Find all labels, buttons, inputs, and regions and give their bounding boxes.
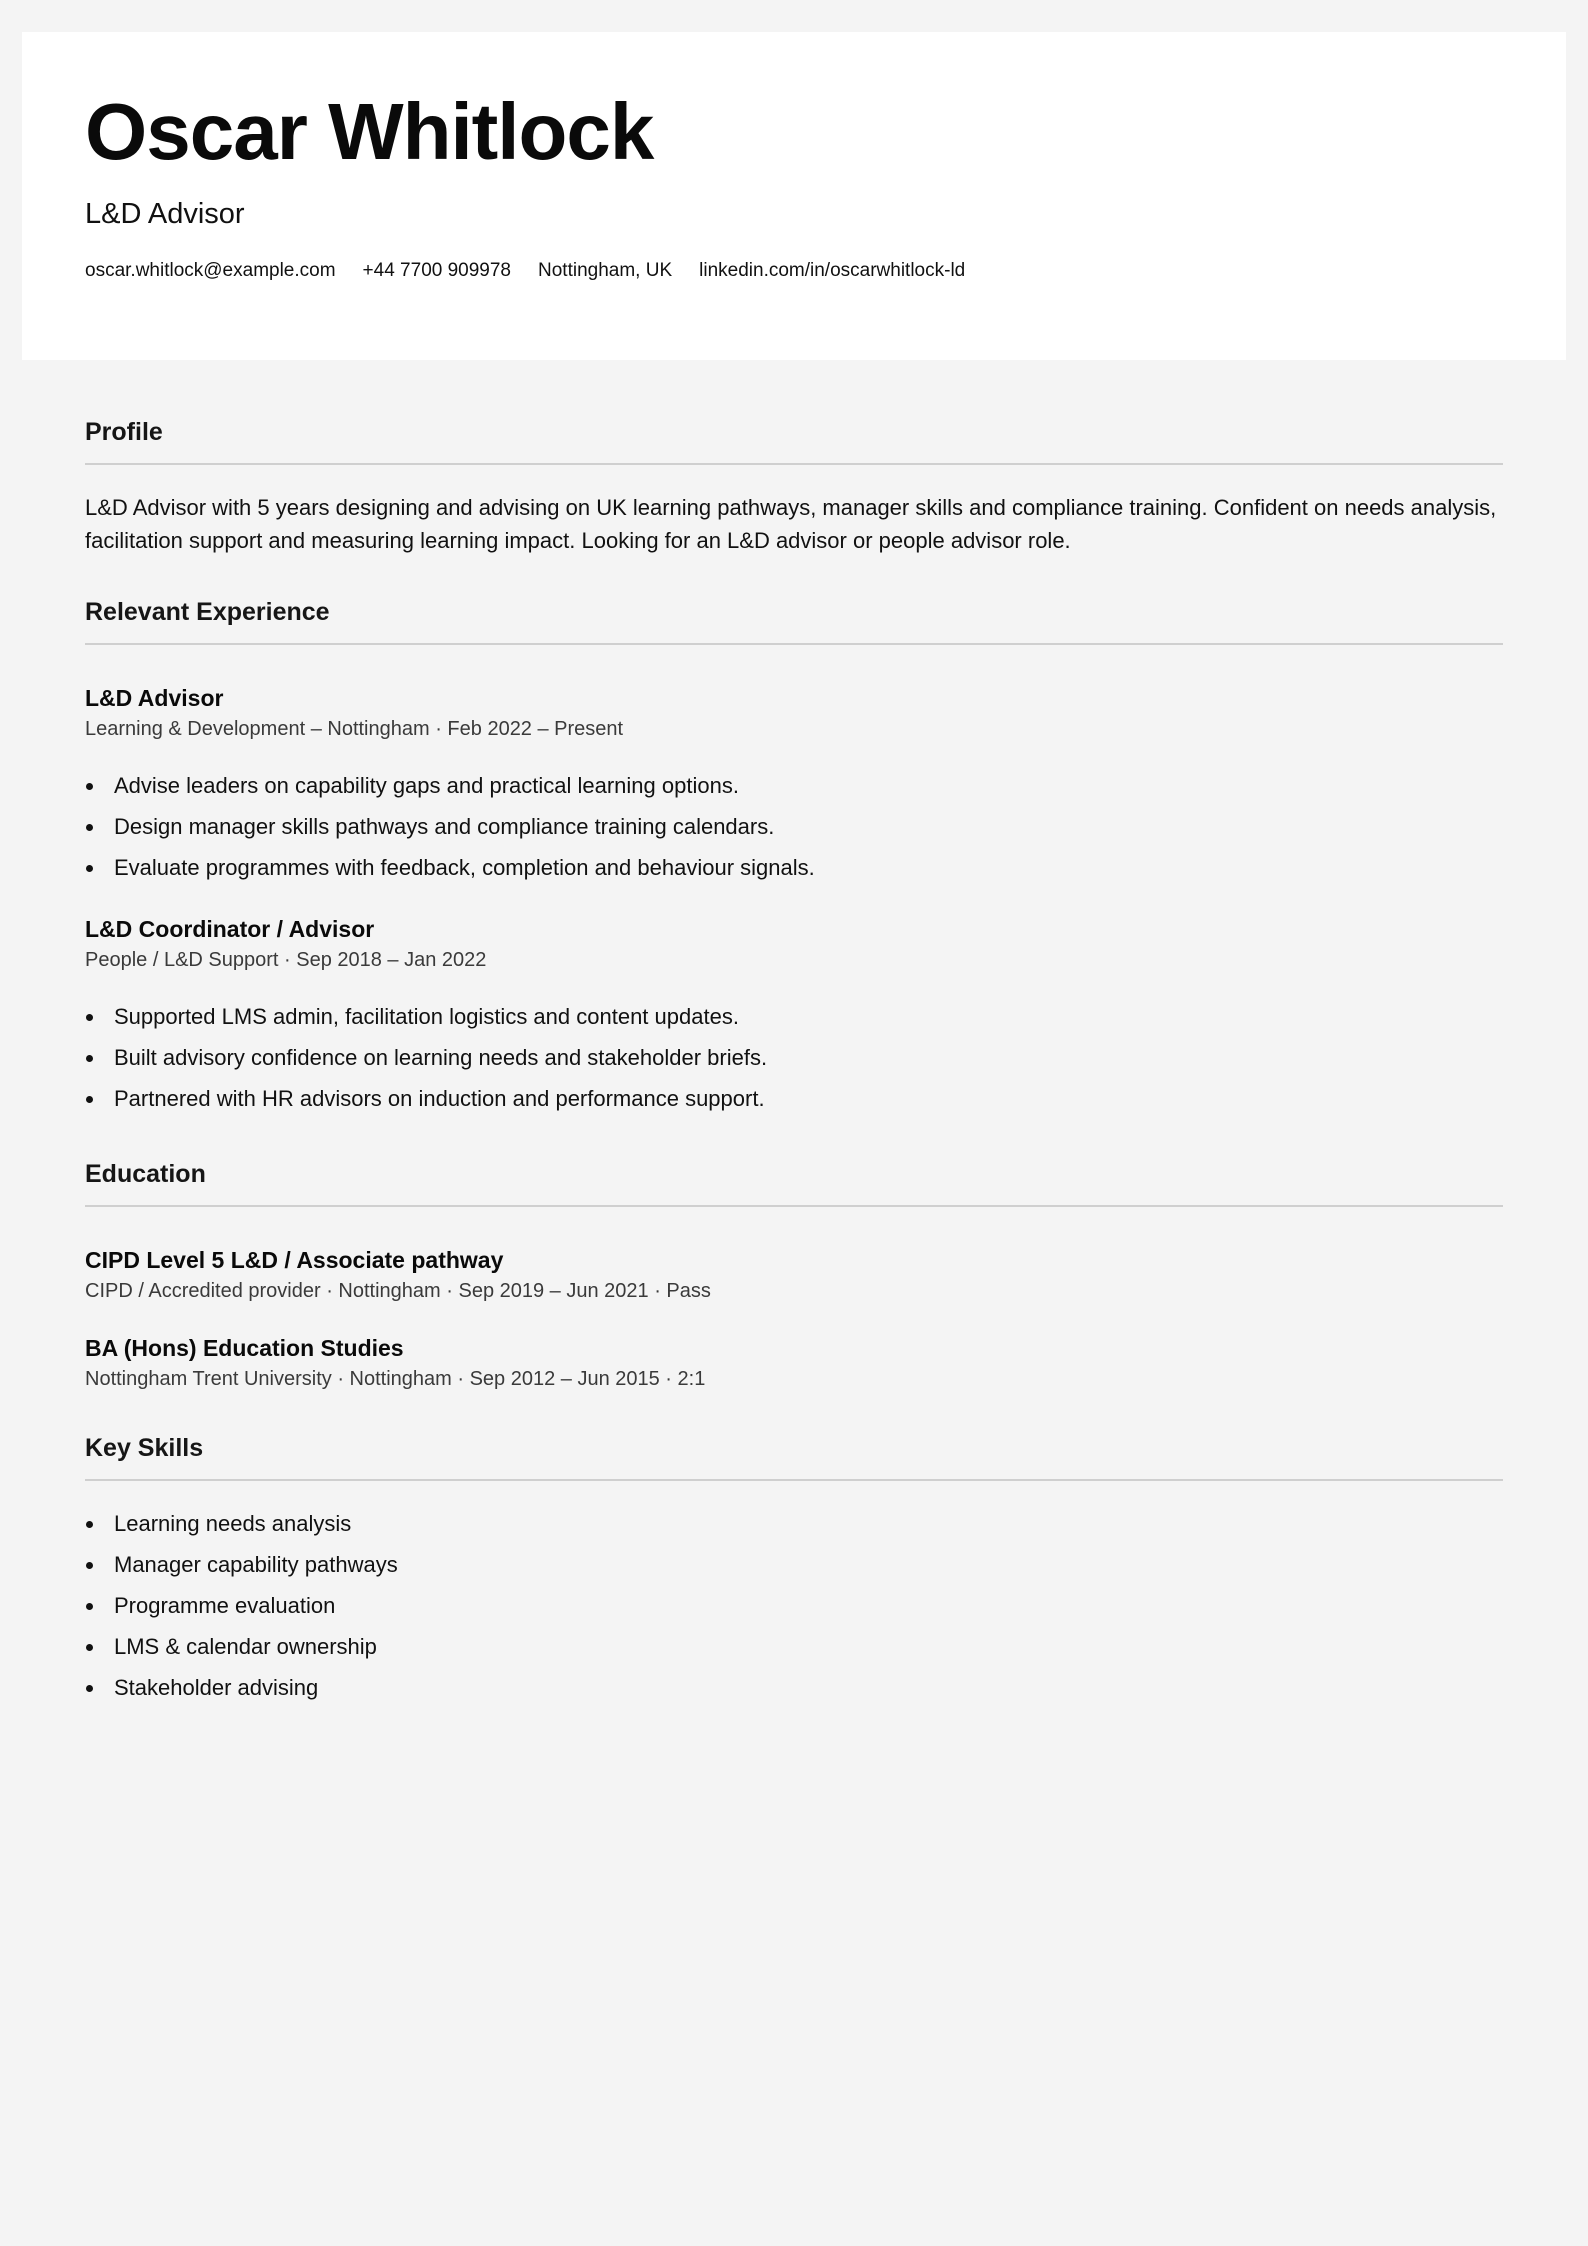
section-title-profile: Profile [85,417,1503,465]
section-title-skills: Key Skills [85,1433,1503,1481]
profile-section [85,417,1503,557]
bullet-item: Design manager skills pathways and compliance training calendars. [114,806,1503,847]
candidate-name: Oscar Whitlock [85,87,654,176]
profile-summary: L&D Advisor with 5 years designing and advising on UK learning pathways, manager skills and compliance training. Confident on needs analysis, facilitation support and measuring learning impact. Looking for an L&D advisor or people advisor role. [85,495,1497,553]
section-title-education: Education [85,1159,1503,1207]
contact-location: Nottingham, UK [538,260,673,281]
skill-item: Programme evaluation [114,1585,1503,1626]
skill-item: Stakeholder advising [114,1667,1503,1708]
job-title: L&D Advisor [85,685,224,711]
bullet-item: Evaluate programmes with feedback, completion and behaviour signals. [114,847,1503,888]
education-section [85,1159,1503,1393]
education-entry [85,1245,1503,1305]
resume-header [22,32,1566,360]
experience-section [85,597,1503,1119]
qualification-title: CIPD Level 5 L&D / Associate pathway [85,1247,504,1273]
contact-phone[interactable]: +44 7700 909978 [362,260,512,281]
candidate-headline: L&D Advisor [85,198,245,230]
qualification-title: BA (Hons) Education Studies [85,1335,404,1361]
job-bullets [85,765,1503,888]
bullet-item: Partnered with HR advisors on induction and performance support. [114,1078,1503,1119]
bullet-item: Supported LMS admin, facilitation logistics and content updates. [114,996,1503,1037]
skill-item: Learning needs analysis [114,1503,1503,1544]
section-title-experience: Relevant Experience [85,597,1503,645]
skill-item: Manager capability pathways [114,1544,1503,1585]
bullet-item: Advise leaders on capability gaps and practical learning options. [114,765,1503,806]
resume-body [85,360,1503,1708]
skills-section [85,1433,1503,1708]
contact-linkedin[interactable]: linkedin.com/in/oscarwhitlock-ld [699,260,966,281]
job-entry [85,683,1503,888]
skills-list [85,1503,1503,1708]
contact-email[interactable]: oscar.whitlock@example.com [85,260,336,281]
job-title: L&D Coordinator / Advisor [85,916,375,942]
education-entry [85,1333,1503,1393]
skill-item: LMS & calendar ownership [114,1626,1503,1667]
qualification-meta: Nottingham Trent University · Nottingham · Sep 2012 – Jun 2015 · 2:1 [85,1368,706,1390]
job-entry [85,914,1503,1119]
job-meta: People / L&D Support · Sep 2018 – Jan 2022 [85,949,487,971]
job-meta: Learning & Development – Nottingham · Feb 2022 – Present [85,718,624,740]
bullet-item: Built advisory confidence on learning needs and stakeholder briefs. [114,1037,1503,1078]
job-bullets [85,996,1503,1119]
qualification-meta: CIPD / Accredited provider · Nottingham · Sep 2019 – Jun 2021 · Pass [85,1280,711,1302]
contact-row [85,260,965,282]
